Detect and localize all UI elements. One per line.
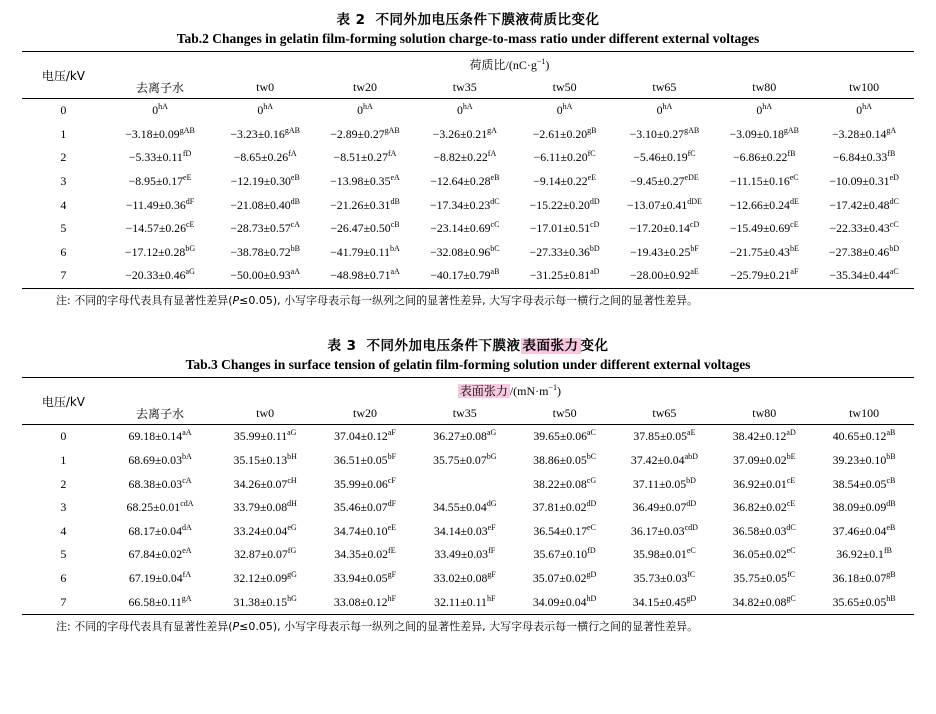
cell: $36.49\pm 0.07^{dD}$ (632, 499, 697, 515)
cell: $-3.10\pm 0.27^{gAB}$ (629, 125, 700, 141)
cell: $-32.08\pm 0.96^{bC}$ (429, 243, 500, 259)
table3-caption-number: 表 3 (327, 338, 357, 355)
table-row (22, 425, 914, 449)
table3-group-unit-close: ) (557, 383, 562, 398)
cell: $-3.28\pm 0.14^{gA}$ (831, 125, 897, 141)
table2 (22, 51, 914, 289)
row-voltage: 1 (60, 452, 67, 467)
cell: $68.69\pm 0.03^{bA}$ (128, 452, 192, 467)
cell: $36.58\pm 0.03^{dC}$ (732, 522, 796, 538)
table-row (22, 449, 914, 473)
cell: $33.79\pm 0.08^{dH}$ (233, 499, 297, 515)
table3-block (22, 334, 914, 634)
row-voltage: 7 (22, 590, 105, 614)
cell: $35.75\pm 0.05^{fC}$ (733, 569, 796, 585)
cell: $35.46\pm 0.07^{dF}$ (333, 499, 397, 515)
table2-block (22, 8, 914, 308)
table3-note (22, 615, 914, 634)
cell: $39.65\pm 0.06^{aC}$ (515, 425, 615, 449)
cell: $-8.51\pm 0.27^{fA}$ (333, 149, 397, 165)
table3 (22, 377, 914, 615)
table2-col-3: tw35 (452, 79, 477, 94)
cell: $-20.33\pm 0.46^{aG}$ (105, 264, 215, 288)
table3-caption-cn (22, 334, 914, 354)
cell: $-3.09\pm 0.18^{gAB}$ (729, 125, 799, 141)
cell: $-11.15\pm 0.16^{eC}$ (729, 173, 799, 189)
row-voltage: 0 (22, 99, 105, 123)
cell: $34.55\pm 0.04^{dG}$ (433, 499, 497, 515)
cell: $35.75\pm 0.07^{bG}$ (433, 452, 497, 467)
row-voltage: 2 (60, 476, 67, 491)
table3-col-5: tw65 (652, 405, 677, 420)
row-voltage: 4 (60, 197, 67, 212)
table3-note-mid: ≤0.05) (239, 619, 278, 633)
table3-col-0: 去离子水 (136, 406, 185, 421)
table2-caption-cn-text: 不同外加电压条件下膜液荷质比变化 (375, 12, 600, 28)
cell: $0^{hA}$ (415, 99, 515, 123)
cell: $-21.26\pm 0.31^{dB}$ (330, 196, 400, 212)
cell: $-12.64\pm 0.28^{eB}$ (430, 173, 500, 189)
table2-col-1: tw0 (256, 79, 275, 94)
row-voltage: 6 (60, 244, 67, 259)
table-row (22, 519, 914, 543)
row-voltage: 2 (60, 150, 67, 165)
cell: $36.05\pm 0.02^{eC}$ (732, 546, 796, 562)
cell: $36.27\pm 0.08^{aG}$ (415, 425, 515, 449)
cell: $-17.42\pm 0.48^{dC}$ (829, 196, 899, 212)
table3-col-2: tw20 (352, 405, 377, 420)
cell: $37.81\pm 0.02^{dD}$ (532, 499, 597, 515)
cell: $-40.17\pm 0.79^{aB}$ (415, 264, 515, 288)
cell: $66.58\pm 0.11^{gA}$ (105, 590, 215, 614)
table-row (22, 264, 914, 288)
table-row (22, 241, 914, 265)
cell: $0^{hA}$ (714, 99, 814, 123)
table-row (22, 590, 914, 614)
cell: $-22.33\pm 0.43^{cC}$ (829, 220, 899, 236)
cell: $-10.09\pm 0.31^{eD}$ (829, 173, 899, 189)
table3-col-7: tw100 (849, 405, 880, 420)
cell: $35.65\pm 0.05^{hB}$ (814, 590, 914, 614)
cell: $38.86\pm 0.05^{bC}$ (533, 452, 597, 467)
cell: $-38.78\pm 0.72^{bB}$ (230, 243, 300, 259)
cell: $-8.65\pm 0.26^{fA}$ (233, 149, 297, 165)
cell: $-6.84\pm 0.33^{fB}$ (832, 149, 896, 165)
cell: $-15.49\pm 0.69^{cE}$ (729, 220, 799, 236)
table2-group-unit-exp: −1 (536, 56, 546, 66)
table3-col-4: tw50 (552, 405, 577, 420)
cell: $-11.49\pm 0.36^{dF}$ (125, 196, 195, 212)
cell: $-35.34\pm 0.44^{aC}$ (814, 264, 914, 288)
table2-col-2: tw20 (352, 79, 377, 94)
cell: $37.04\pm 0.12^{aF}$ (315, 425, 415, 449)
cell: $69.18\pm 0.14^{aA}$ (105, 425, 215, 449)
row-voltage: 5 (60, 547, 67, 562)
table2-group-unit-close: ) (545, 57, 550, 72)
cell: $-12.19\pm 0.30^{eB}$ (230, 173, 300, 189)
cell: $33.24\pm 0.04^{eG}$ (233, 522, 297, 538)
cell: $33.94\pm 0.05^{gF}$ (333, 569, 397, 585)
table2-col-6: tw80 (752, 79, 777, 94)
cell: $34.15\pm 0.45^{gD}$ (615, 590, 715, 614)
table3-group-unit-exp: −1 (548, 382, 558, 392)
table-row (22, 472, 914, 496)
table2-col-0: 去离子水 (136, 80, 185, 95)
table3-caption-en: Tab.3 Changes in surface tension of gelatin film-forming solution under different external voltages (185, 357, 751, 373)
cell: $-17.20\pm 0.14^{cD}$ (629, 220, 700, 236)
cell: $-5.46\pm 0.19^{fC}$ (633, 149, 696, 165)
cell: $-48.98\pm 0.71^{aA}$ (315, 264, 415, 288)
table2-caption-number: 表 2 (336, 12, 366, 28)
table2-group-unit: /(nC·g (505, 57, 537, 72)
cell: $-41.79\pm 0.11^{bA}$ (330, 243, 400, 259)
table2-note-mid: ≤0.05) (239, 293, 278, 307)
cell: $37.09\pm 0.02^{bE}$ (732, 452, 796, 467)
table3-col-6: tw80 (752, 405, 777, 420)
cell: $35.98\pm 0.01^{eC}$ (633, 546, 696, 562)
cell: $-28.73\pm 0.57^{cA}$ (230, 220, 300, 236)
table-row (22, 146, 914, 170)
cell: $37.42\pm 0.04^{abD}$ (630, 452, 698, 467)
cell: $38.09\pm 0.09^{dB}$ (832, 499, 896, 515)
table3-corner-label: 电压/kV (22, 378, 105, 425)
table2-note-post: , 小写字母表示每一纵列之间的显著性差异, 大写字母表示每一横行之间的显著性差异。 (277, 293, 699, 307)
cell: $0^{hA}$ (215, 99, 315, 123)
cell: $35.07\pm 0.02^{gD}$ (532, 569, 597, 585)
cell: $-27.38\pm 0.46^{bD}$ (829, 243, 900, 259)
cell: $-25.79\pm 0.21^{aF}$ (714, 264, 814, 288)
table-row (22, 99, 914, 123)
cell: $38.22\pm 0.08^{cG}$ (533, 475, 597, 491)
cell: $39.23\pm 0.10^{bB}$ (832, 452, 896, 467)
cell: $37.85\pm 0.05^{aE}$ (615, 425, 715, 449)
cell: $-26.47\pm 0.50^{cB}$ (330, 220, 400, 236)
cell: $36.51\pm 0.05^{bF}$ (333, 452, 397, 467)
table2-col-5: tw65 (652, 79, 677, 94)
cell: $-31.25\pm 0.81^{aD}$ (515, 264, 615, 288)
cell: $34.82\pm 0.08^{gC}$ (714, 590, 814, 614)
table3-note-pre: 注: 不同的字母代表具有显著性差异( (56, 619, 233, 633)
cell: $37.11\pm 0.05^{bD}$ (632, 475, 696, 491)
cell: $-17.12\pm 0.28^{bG}$ (124, 243, 196, 259)
cell: $0^{hA}$ (105, 99, 215, 123)
table2-caption-en: Tab.2 Changes in gelatin film-forming solution charge-to-mass ratio under different external voltages (176, 31, 760, 46)
cell: $-8.82\pm 0.22^{fA}$ (433, 149, 497, 165)
table3-subheader-row (22, 402, 914, 425)
cell: $40.65\pm 0.12^{aB}$ (814, 425, 914, 449)
cell: −12.66±0.24dE (729, 196, 799, 212)
cell: $-17.01\pm 0.51^{cD}$ (529, 220, 600, 236)
cell: $-50.00\pm 0.93^{aA}$ (215, 264, 315, 288)
table-row (22, 567, 914, 591)
cell: $32.87\pm 0.07^{fG}$ (234, 546, 297, 562)
table2-group-header-label: 荷质比 (469, 57, 506, 72)
cell: $68.17\pm 0.04^{dA}$ (128, 522, 192, 538)
row-voltage: 1 (60, 126, 67, 141)
cell: $-28.00\pm 0.92^{aE}$ (615, 264, 715, 288)
row-voltage: 3 (60, 500, 67, 515)
cell: $33.08\pm 0.12^{hF}$ (315, 590, 415, 614)
cell: $36.17\pm 0.03^{cdD}$ (630, 522, 698, 538)
table3-col-3: tw35 (452, 405, 477, 420)
cell: $-17.34\pm 0.23^{dC}$ (429, 196, 500, 212)
cell: $32.11\pm 0.11^{hF}$ (415, 590, 515, 614)
table3-group-header (105, 378, 914, 403)
cell: $0^{hA}$ (315, 99, 415, 123)
table2-note (22, 289, 914, 308)
row-voltage: 4 (60, 523, 67, 538)
table-row (22, 193, 914, 217)
cell: $36.54\pm 0.17^{eC}$ (533, 522, 596, 538)
cell: $-21.75\pm 0.43^{bE}$ (729, 243, 799, 259)
cell: $67.84\pm 0.02^{eA}$ (128, 546, 192, 562)
table3-caption-cn-text: 不同外加电压条件下膜液 (366, 338, 521, 355)
table2-header-row (22, 52, 914, 77)
row-voltage: 6 (60, 570, 67, 585)
cell (415, 472, 515, 496)
table2-col-7: tw100 (849, 79, 880, 94)
cell: $36.92\pm 0.01^{cE}$ (733, 475, 796, 491)
table2-col-4: tw50 (552, 79, 577, 94)
cell: $-21.08\pm 0.40^{dB}$ (230, 196, 300, 212)
table-row (22, 496, 914, 520)
table2-group-header (105, 52, 914, 77)
cell: $-13.98\pm 0.35^{eA}$ (330, 173, 400, 189)
cell: $-23.14\pm 0.69^{cC}$ (430, 220, 500, 236)
cell: $35.67\pm 0.10^{fD}$ (533, 546, 596, 562)
cell: $31.38\pm 0.15^{hG}$ (215, 590, 315, 614)
table2-caption-cn (22, 8, 914, 28)
cell: $-6.11\pm 0.20^{fC}$ (533, 149, 596, 165)
table3-header-row (22, 378, 914, 403)
cell: $34.26\pm 0.07^{cH}$ (233, 475, 297, 491)
cell: $35.15\pm 0.13^{bH}$ (233, 452, 297, 467)
cell: $-3.26\pm 0.21^{gA}$ (432, 125, 497, 141)
cell: $67.19\pm 0.04^{fA}$ (128, 569, 192, 585)
cell: $-27.33\pm 0.36^{bD}$ (529, 243, 600, 259)
cell: $34.09\pm 0.04^{hD}$ (515, 590, 615, 614)
table-row (22, 170, 914, 194)
table3-col-1: tw0 (256, 405, 275, 420)
cell: $38.42\pm 0.12^{aD}$ (714, 425, 814, 449)
table2-subheader-row (22, 76, 914, 99)
cell: $35.99\pm 0.11^{aG}$ (215, 425, 315, 449)
cell: $0^{hA}$ (615, 99, 715, 123)
cell: $-15.22\pm 0.20^{dD}$ (529, 196, 600, 212)
cell: $32.12\pm 0.09^{gG}$ (233, 569, 297, 585)
cell: $68.25\pm 0.01^{cdA}$ (126, 499, 194, 515)
cell: $-13.07\pm 0.41^{dDE}$ (626, 196, 702, 212)
cell: $33.02\pm 0.08^{gF}$ (433, 569, 496, 585)
cell: $-2.89\pm 0.27^{gAB}$ (330, 125, 400, 141)
cell: $36.92\pm 0.1^{fB}$ (836, 546, 892, 562)
cell: $33.49\pm 0.03^{fF}$ (434, 546, 496, 562)
cell: $35.99\pm 0.06^{cF}$ (334, 475, 396, 491)
cell: $34.14\pm 0.03^{eF}$ (433, 522, 496, 538)
cell: $35.73\pm 0.03^{fC}$ (633, 569, 696, 585)
cell: $34.74\pm 0.10^{eE}$ (333, 522, 397, 538)
cell: $-8.95\pm 0.17^{eE}$ (128, 173, 192, 189)
cell: $37.46\pm 0.04^{eB}$ (832, 522, 896, 538)
cell: $68.38\pm 0.03^{cA}$ (128, 475, 192, 491)
cell: $34.35\pm 0.02^{fE}$ (334, 546, 396, 562)
table3-note-p: P (232, 619, 240, 633)
table3-note-post: , 小写字母表示每一纵列之间的显著性差异, 大写字母表示每一横行之间的显著性差异。 (277, 619, 699, 633)
cell: $-6.86\pm 0.22^{fB}$ (733, 149, 796, 165)
cell: $36.18\pm 0.07^{gB}$ (832, 569, 896, 585)
cell: $-19.43\pm 0.25^{bF}$ (630, 243, 699, 259)
table2-corner-label: 电压/kV (22, 52, 105, 99)
cell: $-5.33\pm 0.11^{fD}$ (128, 149, 192, 165)
cell: $-9.14\pm 0.22^{eE}$ (533, 173, 597, 189)
table2-note-pre: 注: 不同的字母代表具有显著性差异( (56, 293, 233, 307)
table3-group-header-label: 表面张力 (459, 383, 508, 398)
table3-group-unit: /(mN·m (509, 383, 549, 398)
row-voltage: 3 (60, 174, 67, 189)
row-voltage: 7 (22, 264, 105, 288)
table3-caption-cn-tail: 变化 (580, 338, 609, 355)
cell: $-3.18\pm 0.09^{gAB}$ (125, 125, 195, 141)
table-row (22, 123, 914, 147)
cell: $0^{hA}$ (515, 99, 615, 123)
cell: $0^{hA}$ (814, 99, 914, 123)
row-voltage: 0 (22, 425, 105, 449)
cell: $38.54\pm 0.05^{cB}$ (832, 475, 896, 491)
section-gap (22, 308, 914, 334)
cell: $36.82\pm 0.02^{cE}$ (733, 499, 796, 515)
row-voltage: 5 (60, 221, 67, 236)
table-row (22, 217, 914, 241)
table-row (22, 543, 914, 567)
cell: $-9.45\pm 0.27^{eDE}$ (630, 173, 699, 189)
table2-note-p: P (232, 293, 240, 307)
cell: $-2.61\pm 0.20^{gB}$ (532, 125, 597, 141)
table3-caption-highlight: 表面张力 (522, 338, 579, 355)
cell: $-14.57\pm 0.26^{cE}$ (125, 220, 195, 236)
cell: $-3.23\pm 0.16^{gAB}$ (230, 125, 300, 141)
